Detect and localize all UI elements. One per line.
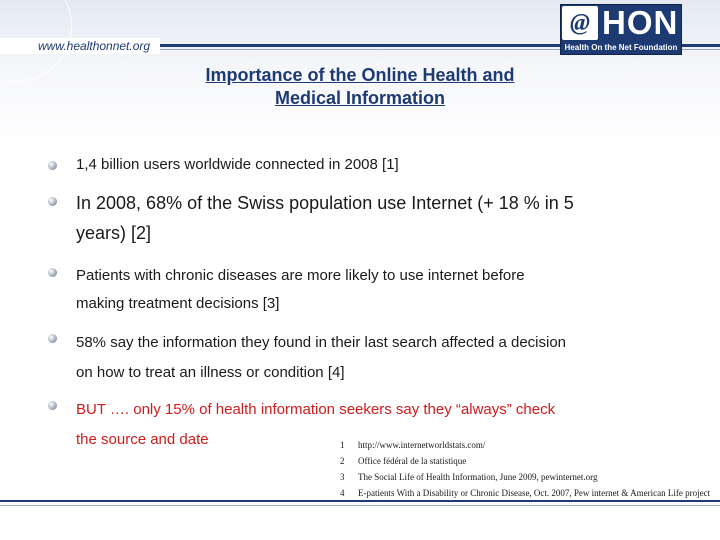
bullet-item [76,154,676,176]
reference-item [340,453,718,469]
decorative-circle [0,480,42,532]
at-symbol-icon: @ [562,6,598,40]
bullet-line: 1,4 billion users worldwide connected in 2008 [1] [76,156,399,173]
logo-text: HON [602,4,679,41]
reference-number: 2 [340,456,345,466]
title-line-2: Medical Information [274,88,445,108]
title-line-1: Importance of the Online Health and [205,65,515,85]
reference-text: E-patients With a Disability or Chronic Disease, Oct. 2007, Pew internet & American Life project [358,488,711,498]
footer-rule-thin [0,505,720,506]
bullet-dot-icon [48,161,57,170]
reference-number: 1 [340,440,345,450]
bullet-line: the source and date [76,431,209,448]
bullet-item [76,262,676,318]
hon-logo [560,4,680,52]
reference-text: Office fédéral de la statistique [358,456,467,466]
bullet-line: BUT …. only 15% of health information seekers say they “always” check [76,401,556,418]
bullet-line: Patients with chronic diseases are more likely to use internet before [76,267,525,284]
bullet-line: years) [2] [76,223,152,243]
logo-subtitle: Health On the Net Foundation [560,42,682,55]
slide-title [110,64,610,110]
bullet-line: on how to treat an illness or condition [4] [76,364,345,381]
bullet-dot-icon [48,268,57,277]
reference-item [340,469,718,485]
references [340,437,718,501]
bullet-line: making treatment decisions [3] [76,295,280,312]
reference-link[interactable]: http://www.internetworldstats.com/ [358,440,486,450]
bullet-dot-icon [48,197,57,206]
bullet-item [76,188,676,248]
reference-item [340,437,718,453]
reference-item [340,485,718,501]
bullet-dot-icon [48,334,57,343]
bullet-line: 58% say the information they found in their last search affected a decision [76,334,567,351]
reference-number: 4 [340,488,345,498]
footer-rule [0,500,720,502]
bullet-dot-icon [48,401,57,410]
reference-number: 3 [340,472,345,482]
bullet-item [76,328,676,388]
bullet-line: In 2008, 68% of the Swiss population use Internet (+ 18 % in 5 [76,193,574,213]
website-url: www.healthonnet.org [0,38,160,54]
reference-text: The Social Life of Health Information, June 2009, pewinternet.org [358,472,598,482]
